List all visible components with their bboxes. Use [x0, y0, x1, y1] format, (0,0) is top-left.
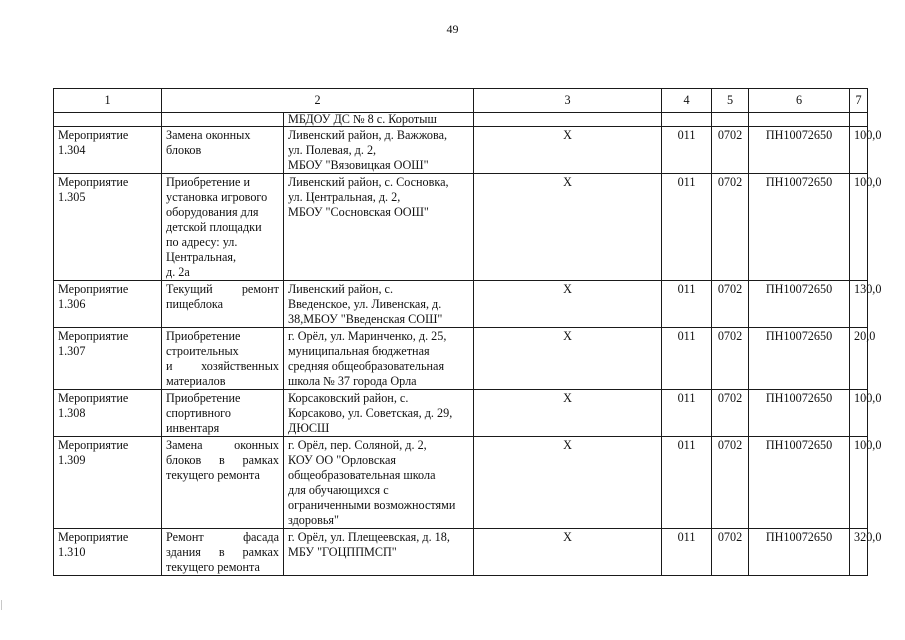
- col6-cell: ПН10072650: [749, 328, 850, 390]
- address-cell-line: для обучающихся с: [288, 483, 389, 497]
- header-col-4: 4: [662, 89, 712, 113]
- name-cell: [162, 328, 284, 390]
- name-cell: [162, 529, 284, 576]
- name-cell-line: детской площадки: [166, 220, 262, 234]
- address-cell-line: ограниченными возможностями: [288, 498, 456, 512]
- col7-cell: 100,0: [850, 437, 868, 529]
- name-cell-line: блоков: [166, 143, 202, 157]
- name-cell-line: Замена оконных: [166, 438, 279, 452]
- name-cell-line: Приобретение и: [166, 175, 250, 189]
- col5-cell: 0702: [712, 390, 749, 437]
- table-row: [54, 174, 868, 281]
- table-row: [54, 127, 868, 174]
- event-cell: [54, 390, 162, 437]
- event-cell-line: Мероприятие: [58, 329, 129, 343]
- col6-cell: ПН10072650: [749, 127, 850, 174]
- col5-cell: 0702: [712, 127, 749, 174]
- table-row: [54, 328, 868, 390]
- table-row: [54, 529, 868, 576]
- event-cell-line: Мероприятие: [58, 530, 129, 544]
- event-cell: [54, 281, 162, 328]
- col3-cell: Х: [474, 437, 662, 529]
- event-cell: [54, 328, 162, 390]
- event-cell-line: 1.309: [58, 453, 86, 467]
- address-cell-line: Ливенский район, д. Важжова,: [288, 128, 448, 142]
- event-cell: [54, 437, 162, 529]
- continuation-col5-cell: [712, 113, 749, 127]
- name-cell-line: Приобретение: [166, 329, 241, 343]
- name-cell-line: Ремонт фасада: [166, 530, 279, 544]
- name-cell: [162, 127, 284, 174]
- continuation-col6-cell: [749, 113, 850, 127]
- address-cell-line: г. Орёл, пер. Соляной, д. 2,: [288, 438, 427, 452]
- col6-cell: ПН10072650: [749, 281, 850, 328]
- col4-cell: 011: [662, 437, 712, 529]
- event-cell-line: Мероприятие: [58, 391, 129, 405]
- name-cell-line: здания в рамках: [166, 545, 279, 559]
- name-cell-line: спортивного: [166, 406, 231, 420]
- event-cell-line: 1.307: [58, 344, 86, 358]
- col5-cell: 0702: [712, 529, 749, 576]
- col6-cell: ПН10072650: [749, 174, 850, 281]
- address-cell-line: муниципальная бюджетная: [288, 344, 430, 358]
- address-cell-line: Введенское, ул. Ливенская, д.: [288, 297, 442, 311]
- continuation-name-cell: [162, 113, 284, 127]
- event-cell-line: Мероприятие: [58, 282, 129, 296]
- col7-cell: 100,0: [850, 390, 868, 437]
- address-cell-line: Корсаковский район, с.: [288, 391, 409, 405]
- header-col-2: 2: [162, 89, 474, 113]
- name-cell-line: текущего ремонта: [166, 468, 260, 482]
- name-cell-line: блоков в рамках: [166, 453, 279, 467]
- col5-cell: 0702: [712, 174, 749, 281]
- col5-cell: 0702: [712, 328, 749, 390]
- col5-cell: 0702: [712, 437, 749, 529]
- col3-cell: Х: [474, 174, 662, 281]
- event-cell-line: Мероприятие: [58, 438, 129, 452]
- name-cell-line: установка игрового: [166, 190, 268, 204]
- continuation-address-cell: МБДОУ ДС № 8 с. Коротыш: [284, 113, 474, 127]
- name-cell-line: д. 2а: [166, 265, 190, 279]
- col4-cell: 011: [662, 390, 712, 437]
- name-cell-line: пищеблока: [166, 297, 224, 311]
- event-cell: [54, 529, 162, 576]
- col6-cell: ПН10072650: [749, 529, 850, 576]
- address-cell-line: ул. Полевая, д. 2,: [288, 143, 377, 157]
- header-col-7: 7: [850, 89, 868, 113]
- name-cell-line: текущего ремонта: [166, 560, 260, 574]
- name-cell: [162, 390, 284, 437]
- header-col-1: 1: [54, 89, 162, 113]
- name-cell-line: Центральная,: [166, 250, 237, 264]
- col4-cell: 011: [662, 328, 712, 390]
- event-cell-line: 1.306: [58, 297, 86, 311]
- address-cell-line: 38,МБОУ "Введенская СОШ": [288, 312, 443, 326]
- col3-cell: Х: [474, 127, 662, 174]
- col3-cell: Х: [474, 281, 662, 328]
- col7-cell: 320,0: [850, 529, 868, 576]
- col6-cell: ПН10072650: [749, 437, 850, 529]
- address-cell: [284, 328, 474, 390]
- col3-cell: Х: [474, 390, 662, 437]
- name-cell-line: оборудования для: [166, 205, 259, 219]
- address-cell: [284, 281, 474, 328]
- address-cell-line: ул. Центральная, д. 2,: [288, 190, 401, 204]
- budget-table: [53, 88, 882, 576]
- event-cell-line: Мероприятие: [58, 128, 129, 142]
- address-cell: [284, 174, 474, 281]
- name-cell: [162, 174, 284, 281]
- col4-cell: 011: [662, 174, 712, 281]
- address-cell: [284, 127, 474, 174]
- event-cell: [54, 127, 162, 174]
- continuation-col4-cell: [662, 113, 712, 127]
- address-cell-line: МБУ "ГОЦППМСП": [288, 545, 397, 559]
- col5-cell: 0702: [712, 281, 749, 328]
- name-cell: [162, 281, 284, 328]
- header-col-6: 6: [749, 89, 850, 113]
- event-cell-line: 1.304: [58, 143, 86, 157]
- col4-cell: 011: [662, 281, 712, 328]
- address-cell-line: МБОУ "Вязовицкая ООШ": [288, 158, 429, 172]
- col7-cell: 130,0: [850, 281, 868, 328]
- address-cell-line: Корсаково, ул. Советская, д. 29,: [288, 406, 453, 420]
- col6-cell: ПН10072650: [749, 390, 850, 437]
- address-cell-line: общеобразовательная школа: [288, 468, 436, 482]
- address-cell: [284, 529, 474, 576]
- table-row: [54, 437, 868, 529]
- continuation-col3-cell: [474, 113, 662, 127]
- header-row: [54, 89, 868, 113]
- table-row: [54, 390, 868, 437]
- name-cell: [162, 437, 284, 529]
- address-cell-line: КОУ ОО "Орловская: [288, 453, 396, 467]
- address-cell-line: школа № 37 города Орла: [288, 374, 417, 388]
- header-col-3: 3: [474, 89, 662, 113]
- header-col-5: 5: [712, 89, 749, 113]
- name-cell-line: строительных: [166, 344, 239, 358]
- col7-cell: 100,0: [850, 174, 868, 281]
- address-cell-line: средняя общеобразовательная: [288, 359, 445, 373]
- name-cell-line: инвентаря: [166, 421, 220, 435]
- margin-mark: [1, 600, 2, 610]
- address-cell-line: Ливенский район, с. Сосновка,: [288, 175, 449, 189]
- name-cell-line: Приобретение: [166, 391, 241, 405]
- continuation-row: [54, 113, 868, 127]
- continuation-event-cell: [54, 113, 162, 127]
- name-cell-line: по адресу: ул.: [166, 235, 238, 249]
- col7-cell: 100,0: [850, 127, 868, 174]
- address-cell-line: здоровья": [288, 513, 339, 527]
- address-cell: [284, 390, 474, 437]
- address-cell-line: ДЮСШ: [288, 421, 330, 435]
- col4-cell: 011: [662, 127, 712, 174]
- name-cell-line: Замена оконных: [166, 128, 251, 142]
- event-cell-line: 1.305: [58, 190, 86, 204]
- address-cell-line: г. Орёл, ул. Плещеевская, д. 18,: [288, 530, 450, 544]
- address-cell-line: МБОУ "Сосновская ООШ": [288, 205, 429, 219]
- col4-cell: 011: [662, 529, 712, 576]
- event-cell-line: Мероприятие: [58, 175, 129, 189]
- table-row: [54, 281, 868, 328]
- name-cell-line: Текущий ремонт: [166, 282, 279, 296]
- event-cell-line: 1.310: [58, 545, 86, 559]
- page-number: 49: [446, 22, 459, 36]
- col3-cell: Х: [474, 328, 662, 390]
- col7-cell: 20,0: [850, 328, 868, 390]
- event-cell-line: 1.308: [58, 406, 86, 420]
- name-cell-line: материалов: [166, 374, 226, 388]
- address-cell: [284, 437, 474, 529]
- name-cell-line: и хозяйственных: [166, 359, 279, 373]
- event-cell: [54, 174, 162, 281]
- address-cell-line: г. Орёл, ул. Маринченко, д. 25,: [288, 329, 447, 343]
- continuation-col7-cell: [850, 113, 868, 127]
- col3-cell: Х: [474, 529, 662, 576]
- address-cell-line: Ливенский район, с.: [288, 282, 394, 296]
